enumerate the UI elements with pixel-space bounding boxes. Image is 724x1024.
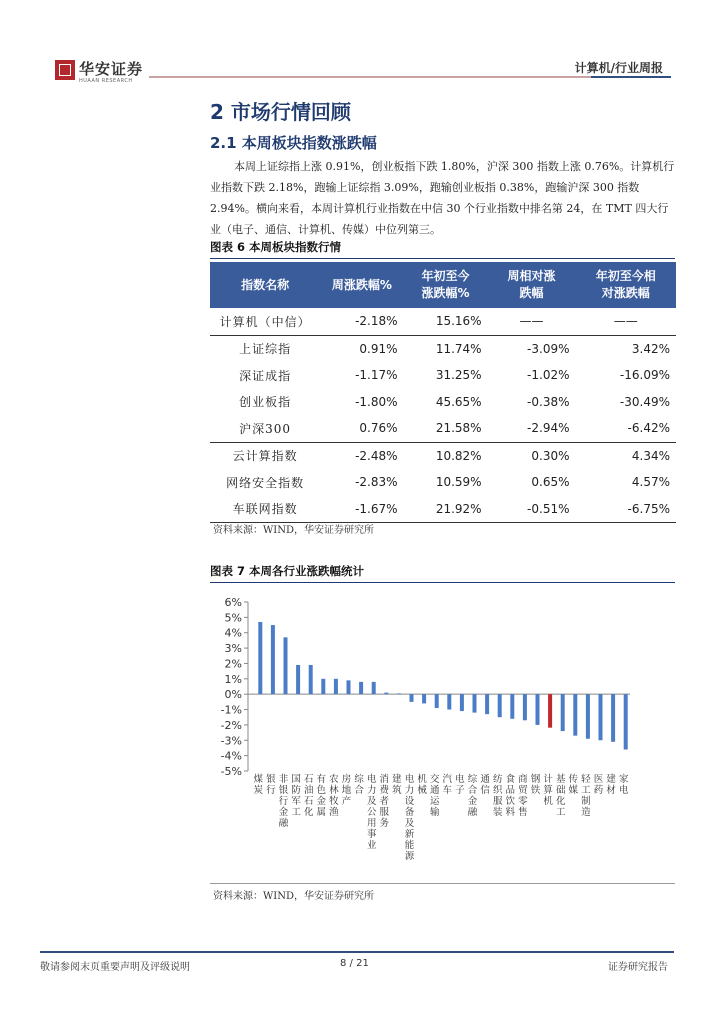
x-tick-label: 钢铁 bbox=[530, 774, 541, 796]
x-tick-label: 汽车 bbox=[442, 774, 453, 796]
bar-钢铁 bbox=[536, 694, 540, 725]
bar-建筑 bbox=[397, 693, 401, 694]
x-tick-label: 石油石化 bbox=[303, 774, 314, 818]
bar-石油石化 bbox=[309, 665, 313, 694]
bar-传媒 bbox=[573, 694, 577, 735]
y-tick-label: 4% bbox=[224, 626, 242, 640]
x-tick-label: 家电 bbox=[618, 774, 629, 796]
bar-煤炭 bbox=[258, 622, 262, 694]
footer-disclaimer: 敬请参阅末页重要声明及评级说明 bbox=[40, 962, 190, 973]
y-tick-label: 6% bbox=[224, 596, 242, 609]
y-tick-label: -4% bbox=[220, 749, 242, 763]
x-tick-label: 电力设备及新能源 bbox=[404, 774, 415, 862]
footer-report-label: 证券研究报告 bbox=[608, 962, 668, 973]
company-logo-text: 华安证券 bbox=[79, 60, 144, 78]
x-tick-label: 电力及公用事业 bbox=[366, 774, 377, 851]
x-tick-label: 建材 bbox=[606, 774, 616, 796]
header-divider-accent bbox=[591, 76, 671, 78]
x-tick-label: 医药 bbox=[593, 774, 604, 796]
table-row: 计算机（中信） -2.18% 15.16% —— —— bbox=[219, 314, 638, 329]
table-row: 上证综指 0.91% 11.74% -3.09% 3.42% bbox=[210, 335, 676, 362]
header-ytd-relative: 年初至今相 对涨跌幅 bbox=[576, 262, 677, 308]
x-tick-label: 非银行金融 bbox=[278, 774, 289, 829]
bar-纺织服装 bbox=[498, 694, 502, 717]
y-tick-label: -1% bbox=[220, 703, 242, 717]
table-caption-divider bbox=[210, 258, 675, 259]
y-tick-label: 3% bbox=[224, 642, 242, 656]
bar-电力设备及新能源 bbox=[410, 694, 414, 702]
table-row: 车联网指数 -1.67% 21.92% -0.51% -6.75% bbox=[210, 496, 676, 523]
bar-建材 bbox=[611, 694, 615, 742]
bar-有色金属 bbox=[321, 679, 325, 694]
header-week-relative: 周相对涨 跌幅 bbox=[488, 262, 576, 308]
header-ytd-change: 年初至今 涨跌幅% bbox=[404, 262, 488, 308]
table-header-row bbox=[210, 262, 676, 308]
x-tick-label: 机械 bbox=[417, 774, 427, 796]
bar-商贸零售 bbox=[523, 694, 527, 720]
bar-综合金融 bbox=[473, 694, 477, 712]
table-source: 资料来源：WIND，华安证券研究所 bbox=[213, 525, 374, 536]
y-tick-label: 2% bbox=[224, 657, 242, 671]
section-subtitle: 2.1 本周板块指数涨跌幅 bbox=[210, 134, 377, 152]
table-row: 网络安全指数 -2.83% 10.59% 0.65% 4.57% bbox=[226, 475, 670, 490]
table-row: 深证成指 -1.17% 31.25% -1.02% -16.09% bbox=[239, 368, 670, 383]
y-tick-label: 1% bbox=[224, 672, 242, 686]
bar-计算机 bbox=[548, 694, 552, 727]
x-tick-label: 国防军工 bbox=[291, 774, 301, 818]
chart-source: 资料来源：WIND，华安证券研究所 bbox=[213, 891, 374, 902]
bar-家电 bbox=[624, 694, 628, 749]
x-tick-label: 纺织服装 bbox=[492, 774, 503, 818]
table-row: 沪深300 0.76% 21.58% -2.94% -6.42% bbox=[239, 421, 670, 436]
x-tick-label: 交通运输 bbox=[429, 774, 440, 818]
header-week-change: 周涨跌幅% bbox=[320, 262, 403, 308]
chart-caption: 图表 7 本周各行业涨跌幅统计 bbox=[210, 564, 365, 578]
x-tick-label: 有色金属 bbox=[316, 774, 327, 818]
bar-汽车 bbox=[447, 694, 451, 709]
y-tick-label: 0% bbox=[224, 688, 242, 702]
company-logo-subtext: HUAAN RESEARCH bbox=[79, 78, 133, 84]
bar-国防军工 bbox=[296, 665, 300, 694]
x-tick-label: 综合 bbox=[354, 774, 364, 796]
y-tick-label: 5% bbox=[224, 611, 242, 625]
bar-农林牧渔 bbox=[334, 679, 338, 694]
section-title: 2 市场行情回顾 bbox=[210, 100, 351, 124]
bar-交通运输 bbox=[435, 694, 439, 708]
x-tick-label: 食品饮料 bbox=[505, 774, 516, 818]
x-tick-label: 计算机 bbox=[543, 774, 553, 807]
bar-非银行金融 bbox=[284, 637, 288, 694]
report-type: 计算机/行业周报 bbox=[574, 61, 663, 75]
table-row: 云计算指数 -2.48% 10.82% 0.30% 4.34% bbox=[210, 442, 676, 469]
table-caption: 图表 6 本周板块指数行情 bbox=[210, 240, 342, 254]
section-paragraph: 本周上证综指上涨 0.91%，创业板指下跌 1.80%，沪深 300 指数上涨 0.76%。计算机行业指数下跌 2.18%，跑输上证综指 3.09%，跑输创业板指 0.38%，跑输沪深 300 指数 2.94%。横向来看，本周计算机行业指数在中信 30 个行业指数中排名第 24，在 TMT 四大行业（电子、通信、计算机、传媒）中位列第三。 bbox=[210, 160, 675, 236]
x-tick-label: 银行 bbox=[266, 774, 276, 796]
footer-divider bbox=[40, 951, 674, 953]
chart-bottom-divider bbox=[210, 883, 675, 884]
page-header bbox=[47, 52, 675, 86]
x-tick-label: 电子 bbox=[455, 774, 465, 796]
page-number: 8 / 21 bbox=[340, 958, 369, 969]
bar-综合 bbox=[359, 682, 363, 694]
bar-房地产 bbox=[347, 680, 351, 694]
bar-通信 bbox=[485, 694, 489, 714]
x-tick-label: 农林牧渔 bbox=[329, 774, 339, 818]
y-tick-label: -5% bbox=[220, 765, 242, 778]
x-tick-label: 房地产 bbox=[341, 774, 352, 807]
x-tick-label: 轻工制造 bbox=[581, 774, 591, 818]
y-tick-label: -2% bbox=[220, 718, 242, 732]
company-logo-icon bbox=[55, 60, 75, 80]
bar-银行 bbox=[271, 625, 275, 694]
header-index-name: 指数名称 bbox=[210, 262, 320, 308]
x-tick-label: 煤炭 bbox=[253, 774, 264, 796]
industry-change-chart bbox=[210, 590, 676, 880]
x-tick-label: 建筑 bbox=[392, 774, 402, 796]
x-tick-label: 基础化工 bbox=[555, 774, 566, 818]
bar-电子 bbox=[460, 694, 464, 711]
x-tick-label: 消费者服务 bbox=[379, 774, 390, 829]
table-row: 创业板指 -1.80% 45.65% -0.38% -30.49% bbox=[239, 394, 670, 410]
x-tick-label: 综合金融 bbox=[467, 774, 478, 818]
chart-caption-divider bbox=[210, 582, 675, 583]
bar-基础化工 bbox=[561, 694, 565, 731]
y-tick-label: -3% bbox=[220, 734, 242, 748]
bar-机械 bbox=[422, 694, 426, 703]
bar-消费者服务 bbox=[384, 693, 388, 695]
x-tick-label: 通信 bbox=[480, 774, 490, 796]
bar-轻工制造 bbox=[586, 694, 590, 739]
x-tick-label: 商贸零售 bbox=[518, 774, 528, 818]
bar-电力及公用事业 bbox=[372, 682, 376, 694]
bar-医药 bbox=[599, 694, 603, 740]
index-table bbox=[210, 262, 676, 523]
bar-食品饮料 bbox=[510, 694, 514, 719]
x-tick-label: 传媒 bbox=[568, 774, 579, 796]
